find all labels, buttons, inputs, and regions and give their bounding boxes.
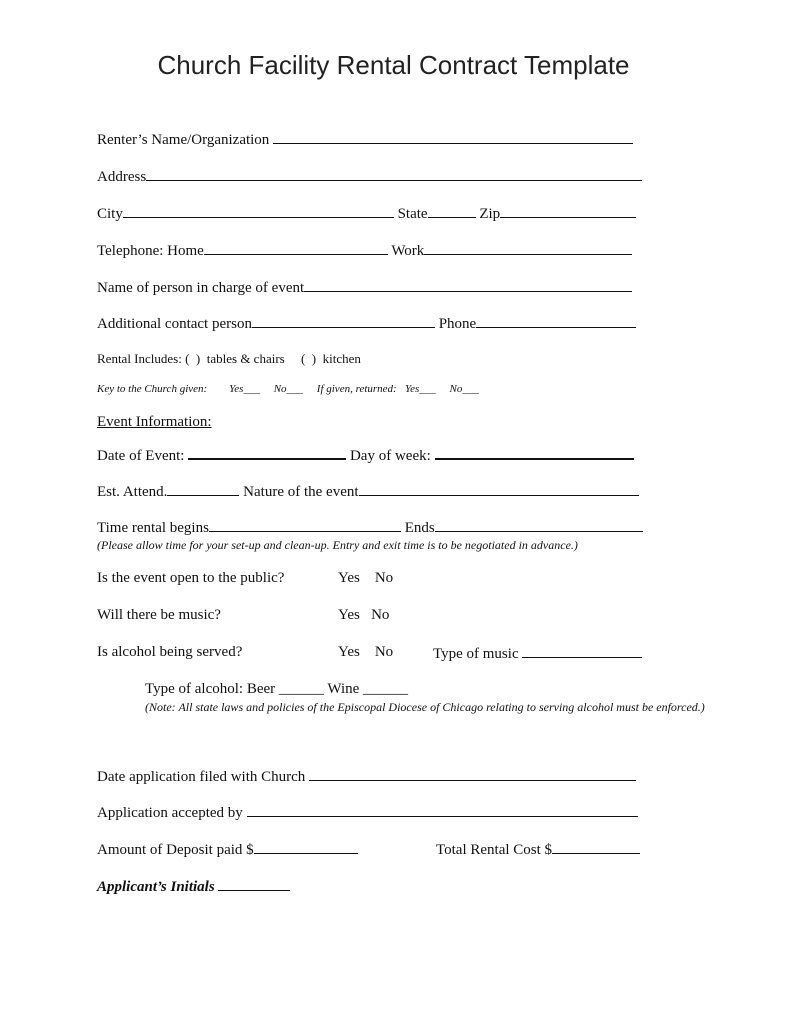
- additional-contact-field[interactable]: [252, 313, 435, 328]
- open-public-row: [97, 569, 284, 587]
- open-public-options[interactable]: Yes No: [338, 570, 394, 586]
- time-note: (Please allow time for your set-up and clean-up. Entry and exit time is to be negotiated in advance.): [97, 538, 578, 552]
- phone-field[interactable]: [476, 313, 636, 328]
- rental-includes[interactable]: Rental Includes: ( ) tables & chairs ( ) kitchen: [97, 351, 361, 366]
- time-row: [97, 517, 643, 537]
- est-attend-label: Est. Attend.: [97, 484, 168, 500]
- nature-label: Nature of the event: [243, 484, 359, 500]
- date-of-event-row: [97, 444, 634, 465]
- alcohol-label: Is alcohol being served?: [97, 644, 243, 660]
- type-of-music-field[interactable]: [522, 643, 642, 658]
- state-field[interactable]: [428, 203, 476, 218]
- accepted-by-field[interactable]: [247, 802, 638, 817]
- date-filed-field[interactable]: [309, 766, 636, 781]
- phone-label: Phone: [438, 316, 477, 332]
- day-of-week-field[interactable]: [435, 444, 634, 460]
- initials-label: Applicant’s Initials: [97, 879, 215, 895]
- city-field[interactable]: [123, 203, 394, 218]
- address-field[interactable]: [146, 166, 642, 181]
- attendance-row: [97, 481, 639, 501]
- time-begins-field[interactable]: [209, 517, 401, 532]
- music-label: Will there be music?: [97, 607, 221, 623]
- date-filed-row: [97, 766, 636, 786]
- alcohol-options[interactable]: Yes No: [338, 644, 394, 660]
- person-in-charge-row: [97, 277, 632, 297]
- type-of-music-row: [433, 643, 642, 663]
- additional-contact-row: [97, 313, 636, 333]
- work-field[interactable]: [424, 240, 632, 255]
- page-title: Church Facility Rental Contract Template: [157, 50, 630, 80]
- telephone-row: [97, 240, 632, 260]
- type-of-alcohol[interactable]: Type of alcohol: Beer ______ Wine ______: [145, 681, 409, 697]
- alcohol-note: (Note: All state laws and policies of the Episcopal Diocese of Chicago relating to serving alcohol must be enforced.): [145, 700, 705, 714]
- additional-contact-label: Additional contact person: [97, 316, 252, 332]
- type-of-music-label: Type of music: [433, 646, 519, 662]
- alcohol-row: [97, 643, 242, 661]
- city-label: City: [97, 206, 123, 222]
- initials-field[interactable]: [218, 876, 290, 891]
- ends-label: Ends: [404, 520, 435, 536]
- renter-name-field[interactable]: [273, 129, 633, 144]
- event-info-heading: Event Information:: [97, 414, 212, 430]
- open-public-label: Is the event open to the public?: [97, 570, 285, 586]
- address-label: Address: [97, 169, 147, 185]
- total-cost-field[interactable]: [552, 839, 640, 854]
- person-in-charge-field[interactable]: [304, 277, 632, 292]
- nature-field[interactable]: [359, 481, 639, 496]
- total-cost-row: [436, 839, 640, 859]
- person-in-charge-label: Name of person in charge of event: [97, 280, 305, 296]
- date-filed-label: Date application filed with Church: [97, 769, 306, 785]
- total-cost-label: Total Rental Cost $: [436, 842, 553, 858]
- renter-name-row: [97, 129, 633, 149]
- work-label: Work: [391, 243, 425, 259]
- deposit-field[interactable]: [254, 839, 358, 854]
- accepted-by-label: Application accepted by: [97, 805, 243, 821]
- key-given[interactable]: Key to the Church given: Yes___ No___ If given, returned: Yes___ No___: [97, 383, 479, 395]
- time-begins-label: Time rental begins: [97, 520, 209, 536]
- zip-label: Zip: [479, 206, 501, 222]
- deposit-row: [97, 839, 358, 859]
- city-row: [97, 203, 636, 223]
- day-of-week-label: Day of week:: [349, 448, 431, 464]
- date-of-event-field[interactable]: [188, 444, 346, 460]
- renter-name-label: Renter’s Name/Organization: [97, 132, 270, 148]
- ends-field[interactable]: [435, 517, 643, 532]
- telephone-home-field[interactable]: [204, 240, 388, 255]
- music-options[interactable]: Yes No: [338, 607, 390, 623]
- address-row: [97, 166, 642, 186]
- state-label: State: [397, 206, 428, 222]
- accepted-by-row: [97, 802, 638, 822]
- initials-row: [97, 876, 290, 896]
- telephone-home-label: Telephone: Home: [97, 243, 204, 259]
- date-of-event-label: Date of Event:: [97, 448, 185, 464]
- est-attend-field[interactable]: [167, 481, 239, 496]
- music-row: [97, 606, 221, 624]
- deposit-label: Amount of Deposit paid $: [97, 842, 254, 858]
- zip-field[interactable]: [500, 203, 636, 218]
